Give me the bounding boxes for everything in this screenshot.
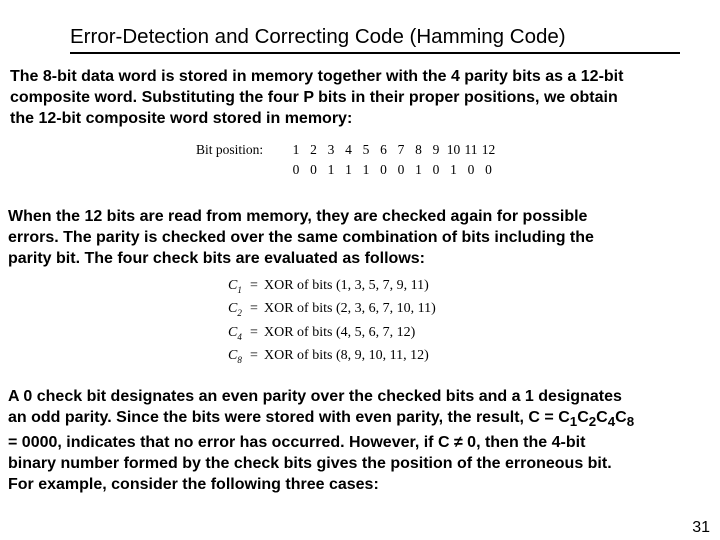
bit-value-cell: 1 xyxy=(327,162,335,177)
bit-value-cell: 1 xyxy=(362,162,370,177)
bit-value-cell: 1 xyxy=(415,162,422,177)
text-line: The 8-bit data word is stored in memory together with the 4 parity bits as a 12-bit xyxy=(10,68,624,85)
check-bit-symbol: $C_4$ xyxy=(228,324,242,342)
bit-value-cell: 1 xyxy=(450,162,457,177)
bit-position-cell: 11 xyxy=(464,142,478,157)
text-line: the 12-bit composite word stored in memory: xyxy=(10,110,353,127)
intro-paragraph xyxy=(10,66,705,129)
bit-value-cell: 1 xyxy=(345,162,352,177)
bit-position-cell: 6 xyxy=(380,142,387,157)
text-line: When the 12 bits are read from memory, they are checked again for possible xyxy=(8,208,588,225)
check-bit-symbol: $C_2$ xyxy=(228,301,242,319)
bit-value-cell: 0 xyxy=(397,162,405,177)
slide-title: Error-Detection and Correcting Code (Hamming Code) xyxy=(70,24,680,54)
check-bit-symbol: $C_8$ xyxy=(228,347,242,365)
xor-expression: XOR of bits (1, 3, 5, 7, 9, 11) xyxy=(264,278,429,293)
bit-position-cell: 5 xyxy=(362,142,370,157)
result-paragraph xyxy=(8,386,708,495)
bit-value-cell: 0 xyxy=(292,162,300,177)
page-number: 31 xyxy=(692,519,710,536)
bit-position-cell: 2 xyxy=(310,142,317,157)
text-line: errors. The parity is checked over the same combination of bits including the xyxy=(8,229,594,246)
bit-position-cell: 8 xyxy=(415,142,422,157)
equals-sign: = xyxy=(250,324,258,340)
text-line: binary number formed by the check bits gives the position of the erroneous bit. xyxy=(8,455,612,473)
bit-position-cell: 4 xyxy=(345,142,352,157)
text-line: an odd parity. Since the bits were stored with even parity, the result, $C = C_1C_2C_4C_8$ xyxy=(8,409,635,430)
xor-expression: XOR of bits (2, 3, 6, 7, 10, 11) xyxy=(264,301,436,317)
check-paragraph xyxy=(8,206,703,269)
bit-position-cell: 7 xyxy=(397,142,405,157)
text-line: = 0000, indicates that no error has occurred. However, if C ≠ 0, then the 4-bit xyxy=(8,434,586,452)
bit-position-cell: 12 xyxy=(481,142,496,157)
text-line: composite word. Substituting the four P bits in their proper positions, we obtain xyxy=(10,89,618,106)
equals-sign: = xyxy=(250,347,258,363)
bit-value-cell: 0 xyxy=(380,162,387,177)
bit-value-cell: 0 xyxy=(485,162,492,177)
xor-expression: XOR of bits (4, 5, 6, 7, 12) xyxy=(264,324,416,340)
bit-value-cell: 0 xyxy=(432,162,440,177)
bit-position-cell: 3 xyxy=(327,142,335,157)
text-line: For example, consider the following three cases: xyxy=(8,476,379,494)
text-line: A 0 check bit designates an even parity over the checked bits and a 1 designates xyxy=(8,388,622,405)
bit-position-cell: 1 xyxy=(292,142,300,157)
xor-expression: XOR of bits (8, 9, 10, 11, 12) xyxy=(264,347,429,363)
bit-position-cell: 10 xyxy=(446,142,461,157)
equals-sign: = xyxy=(250,278,258,293)
bit-position-cell: 9 xyxy=(432,142,440,157)
bit-position-label: Bit position: xyxy=(196,142,264,157)
equals-sign: = xyxy=(250,301,258,317)
bit-value-cell: 0 xyxy=(310,162,317,177)
text-line: parity bit. The four check bits are evaluated as follows: xyxy=(8,250,425,267)
bit-value-cell: 0 xyxy=(467,162,475,177)
check-bit-symbol: $C_1$ xyxy=(228,278,242,295)
